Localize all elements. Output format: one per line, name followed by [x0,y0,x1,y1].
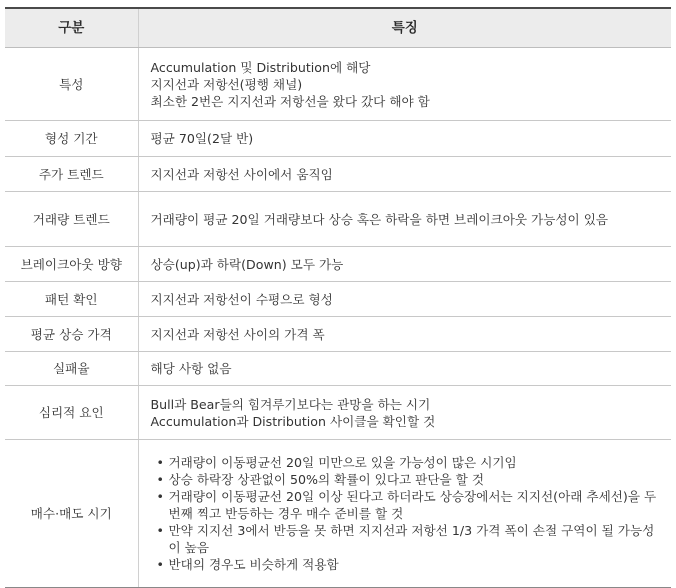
row-feature: 지지선과 저항선이 수평으로 형성 [138,282,671,317]
bullet-text: 거래량이 이동평균선 20일 이상 된다고 하더라도 상승장에서는 지지선(아래 추세선)을 두 번째 찍고 반등하는 경우 매수 준비를 할 것 [168,489,657,521]
row-category: 거래량 트렌드 [5,192,138,247]
feature-line: 지지선과 저항선(평행 채널) [150,76,303,92]
row-feature [138,192,671,247]
row-category: 특성 [5,48,138,121]
table-row [5,440,671,588]
bullet-marker: • [156,455,164,470]
header-category: 구분 [5,8,138,48]
row-feature: 지지선과 저항선 사이의 가격 폭 [138,317,671,352]
feature-line: Accumulation 및 Distribution에 해당 [150,59,371,75]
bullet-item [155,471,666,488]
table-row [5,192,671,247]
row-feature: 지지선과 저항선 사이에서 움직임 [138,157,671,192]
bullet-text: 거래량이 이동평균선 20일 미만으로 있을 가능성이 많은 시기임 [168,455,517,470]
row-feature [138,440,671,588]
pattern-feature-table [5,7,671,588]
bullet-item [155,556,666,573]
header-feature: 특징 [138,8,671,48]
bullet-text: 상승 하락장 상관없이 50%의 확률이 있다고 판단을 할 것 [168,472,484,487]
table-row [5,157,671,192]
row-category: 매수·매도 시기 [5,440,138,588]
row-category: 패턴 확인 [5,282,138,317]
feature-line: Bull과 Bear들의 힘겨루기보다는 관망을 하는 시기 [150,396,431,412]
row-category: 평균 상승 가격 [5,317,138,352]
bullet-marker: • [156,523,164,538]
row-feature [138,48,671,121]
feature-text: 거래량이 평균 20일 거래량보다 상승 혹은 하락을 하면 브레이크아웃 가능성이 있음 [150,211,609,227]
table-row [5,282,671,317]
row-feature: 해당 사항 없음 [138,352,671,386]
bullet-list [151,454,666,573]
bullet-text: 만약 지지선 3에서 반등을 못 하면 지지선과 저항선 1/3 가격 폭이 손절 구역이 될 가능성이 높음 [168,523,655,555]
table-row [5,317,671,352]
table-header-row [5,8,671,48]
row-feature: 평균 70일(2달 반) [138,121,671,157]
bullet-item [155,522,666,556]
table-row [5,386,671,440]
table-row [5,48,671,121]
row-category: 브레이크아웃 방향 [5,247,138,282]
bullet-marker: • [156,489,164,504]
row-feature [138,386,671,440]
row-category: 심리적 요인 [5,386,138,440]
table-row [5,247,671,282]
bullet-item [155,454,666,471]
bullet-text: 반대의 경우도 비슷하게 적용함 [168,557,339,572]
bullet-marker: • [156,557,164,572]
row-category: 형성 기간 [5,121,138,157]
feature-line: Accumulation과 Distribution 사이클을 확인할 것 [150,413,436,429]
row-feature: 상승(up)과 하락(Down) 모두 가능 [138,247,671,282]
row-category: 주가 트렌드 [5,157,138,192]
table-row [5,352,671,386]
feature-line: 최소한 2번은 지지선과 저항선을 왔다 갔다 해야 함 [150,93,430,109]
table-row [5,121,671,157]
row-category: 실패율 [5,352,138,386]
bullet-marker: • [156,472,164,487]
bullet-item [155,488,666,522]
